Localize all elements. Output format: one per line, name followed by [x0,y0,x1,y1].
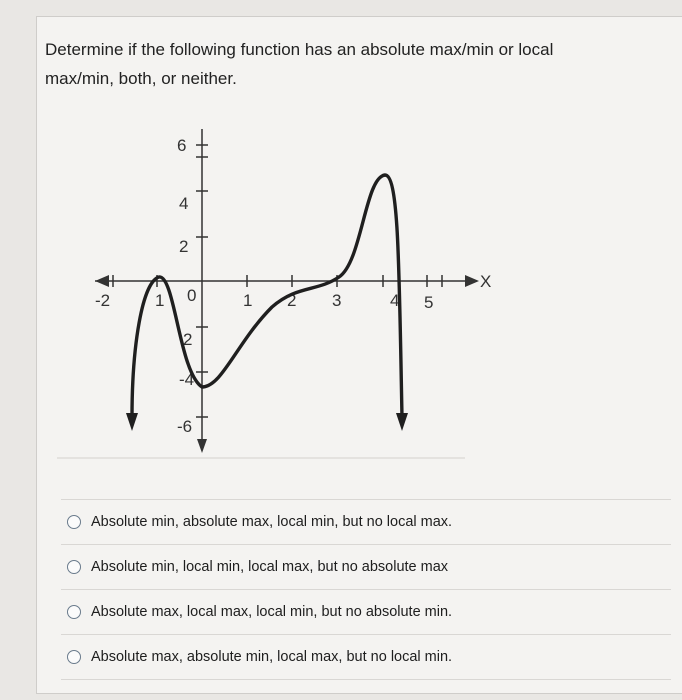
x-tick-label: 1 [155,291,165,310]
question-line-2: max/min, both, or neither. [45,69,237,88]
answer-option-3[interactable] [61,589,671,634]
question-card [36,16,682,694]
y-tick-label: -6 [177,417,193,436]
y-tick-label: 4 [179,194,189,213]
question-line-1: Determine if the following function has an absolute max/min or local [45,40,554,59]
graph-divider [57,457,465,459]
answer-option-label: Absolute min, local min, local max, but no absolute max [91,559,449,575]
radio-button-icon[interactable] [67,650,81,664]
y-tick-label: 2 [179,237,189,256]
x-tick-label: 0 [187,286,197,305]
answer-option-label: Absolute min, absolute max, local min, but no local max. [91,514,453,530]
x-tick-label: 2 [287,291,297,310]
answer-option-label: Absolute max, local max, local min, but no absolute min. [91,604,453,620]
curve-arrow-right-icon [396,413,408,431]
x-axis-arrow-left-icon [95,275,109,287]
y-axis-arrow-down-icon [197,439,207,453]
y-tick-label: 2 [183,330,193,349]
y-tick-label: 6 [177,136,187,155]
radio-button-icon[interactable] [67,560,81,574]
radio-button-icon[interactable] [67,515,81,529]
answer-option-label: Absolute max, absolute min, local max, but no local min. [91,649,453,665]
answer-option-4[interactable] [61,634,671,680]
x-axis-arrow-right-icon [465,275,479,287]
function-graph [87,117,497,457]
x-tick-label: 3 [332,291,342,310]
answer-options [61,499,671,680]
question-text [45,35,655,93]
answer-option-2[interactable] [61,544,671,589]
answer-option-1[interactable] [61,499,671,544]
x-axis-label: X [480,272,492,291]
curve-arrow-left-icon [126,413,138,431]
y-tick-label: -4 [179,370,195,389]
x-tick-label: 4 [390,291,400,310]
x-tick-label: -2 [95,291,111,310]
x-tick-label: 5 [424,293,434,312]
x-tick-label: 1 [243,291,253,310]
radio-button-icon[interactable] [67,605,81,619]
function-curve [132,175,402,417]
